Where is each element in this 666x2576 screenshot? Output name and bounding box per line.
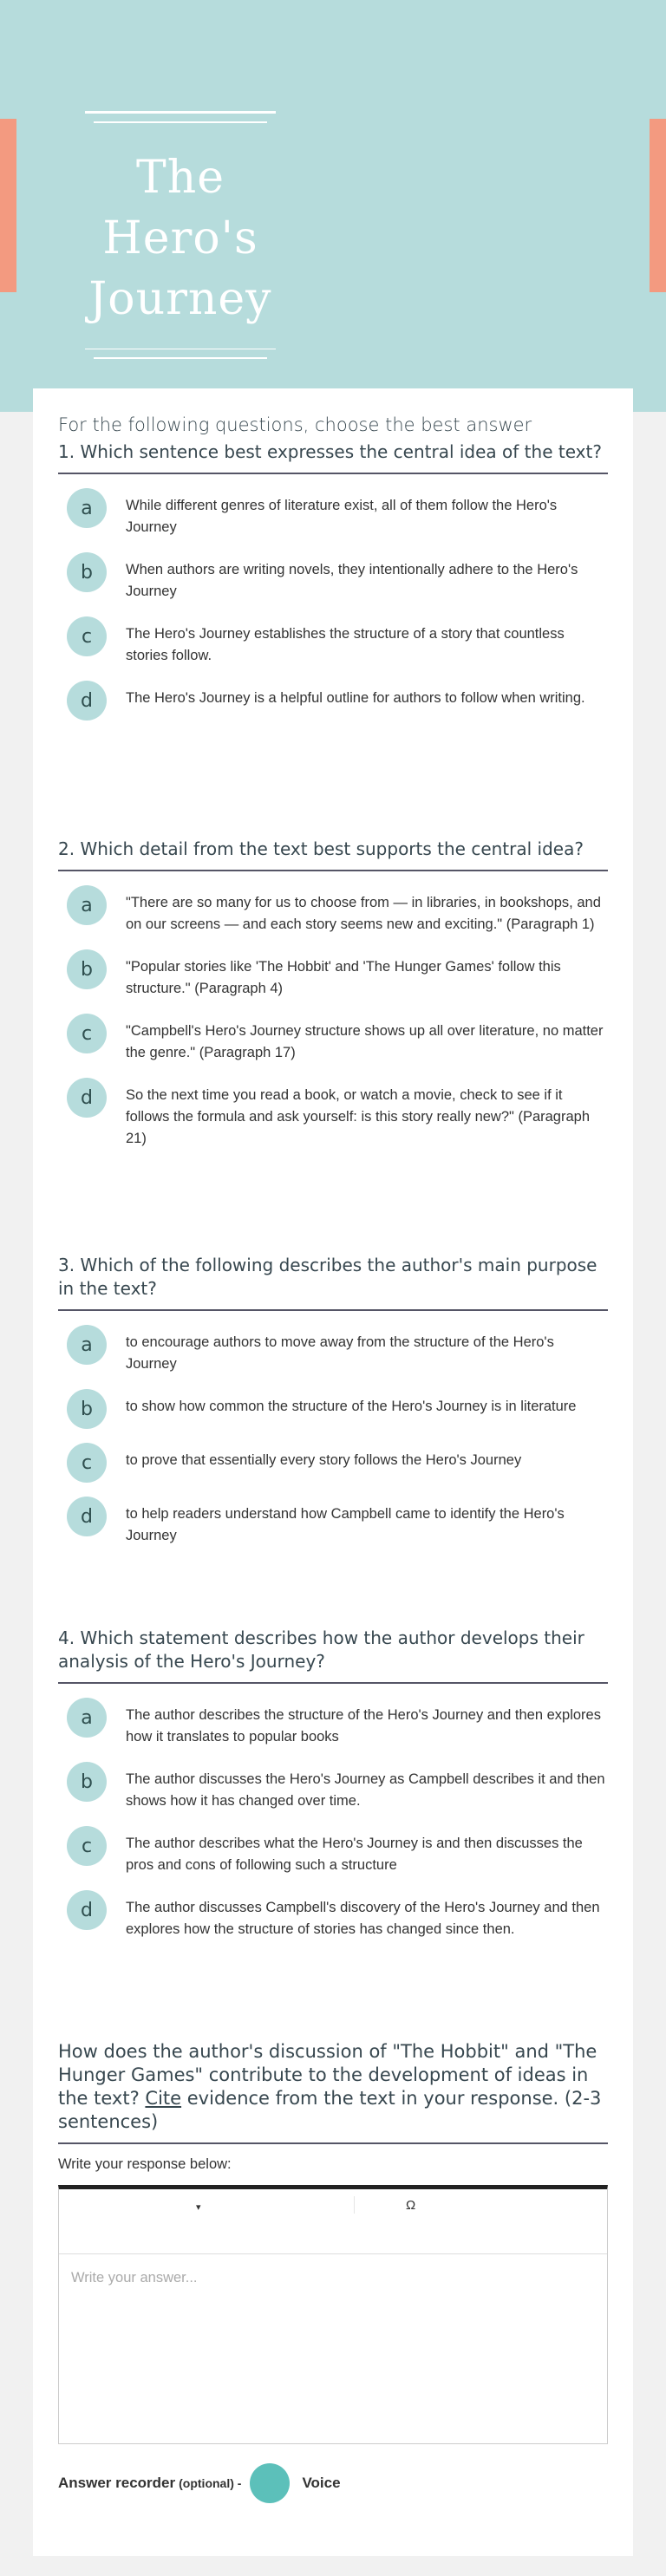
accent-bar-right [650,119,666,292]
choice-letter[interactable]: b [67,1762,107,1802]
choice-letter[interactable]: d [67,1497,107,1536]
choice-b[interactable] [58,1762,608,1812]
choice-text: The author discusses the Hero's Journey as Campbell describes it and then shows how it has changed over time. [126,1771,605,1809]
choice-text: to help readers understand how Campbell came to identify the Hero's Journey [126,1506,565,1543]
choice-d[interactable] [58,1078,608,1150]
choice-letter[interactable]: a [67,488,107,528]
choice-a[interactable] [58,1698,608,1748]
choice-a[interactable] [58,1325,608,1375]
choice-text: The author describes what the Hero's Journey is and then discusses the pros and cons of following such a structure [126,1836,583,1873]
divider [94,357,267,359]
divider [85,111,276,114]
question-text: How does the author's discussion of "The Hobbit" and "The Hunger Games" contribute to the development of ideas in the text? Cite evidence from the text in your response. (2-3 sentences) [58,2040,608,2144]
choice-letter[interactable]: d [67,1078,107,1118]
choice-text: The Hero's Journey establishes the structure of a story that countless stories follow. [126,626,565,663]
choice-letter[interactable]: a [67,1325,107,1365]
toolbar-divider [354,2196,355,2214]
choice-b[interactable] [58,949,608,1000]
question-2 [58,838,608,1150]
divider [94,121,267,123]
choice-letter[interactable]: b [67,552,107,592]
question-3 [58,1254,608,1547]
choice-letter[interactable]: c [67,1826,107,1866]
choice-letter[interactable]: c [67,1014,107,1053]
choice-text: "Campbell's Hero's Journey structure shows up all over literature, no matter the genre." (Paragraph 17) [126,1023,604,1060]
choice-d[interactable] [58,681,608,721]
choice-c[interactable] [58,616,608,667]
choice-c[interactable] [58,1014,608,1064]
cite-link[interactable]: Cite [145,2088,182,2109]
open-response-question [58,2040,608,2503]
choice-a[interactable] [58,488,608,538]
question-text: 4. Which statement describes how the author develops their analysis of the Hero's Journey? [58,1627,608,1684]
choice-c[interactable] [58,1443,608,1483]
record-button[interactable] [250,2463,290,2503]
special-character-icon[interactable]: Ω [406,2198,416,2213]
accent-bar-left [0,119,16,292]
instructions: For the following questions, choose the best answer [58,414,532,435]
recorder-optional: (optional) - [179,2476,242,2490]
format-dropdown-icon[interactable]: ▾ [196,2202,201,2213]
answer-textarea[interactable]: Write your answer... [71,2270,198,2286]
choice-text: "Popular stories like 'The Hobbit' and 'The Hunger Games' follow this structure." (Paragraph 4) [126,959,561,996]
choice-letter[interactable]: b [67,1389,107,1429]
answer-recorder [58,2463,608,2503]
choice-letter[interactable]: a [67,1698,107,1738]
choice-text: "There are so many for us to choose from — in libraries, in bookshops, and on our screens — and each story seems new and exciting." (Paragraph 1) [126,895,601,932]
question-text: 3. Which of the following describes the author's main purpose in the text? [58,1254,608,1311]
hero-banner [0,0,666,412]
hero-title-block [62,111,298,359]
question-1 [58,440,608,721]
choice-text: to show how common the structure of the Hero's Journey is in literature [126,1399,577,1414]
question-text: 1. Which sentence best expresses the central idea of the text? [58,440,608,474]
choice-letter[interactable]: d [67,681,107,721]
question-text: 2. Which detail from the text best supports the central idea? [58,838,608,871]
recorder-label: Answer recorder [58,2475,176,2491]
choice-text: So the next time you read a book, or watch a movie, check to see if it follows the formula and ask yourself: is this story really new?" (Paragraph 21) [126,1087,591,1146]
choice-text: The author describes the structure of the Hero's Journey and then explores how it translates to popular books [126,1707,601,1745]
response-label: Write your response below: [58,2156,232,2172]
voice-label: Voice [302,2475,341,2491]
page-title: The Hero's Journey [88,151,272,325]
question-4 [58,1627,608,1940]
choice-letter[interactable]: b [67,949,107,989]
choice-d[interactable] [58,1890,608,1940]
choice-letter[interactable]: c [67,616,107,656]
choice-letter[interactable]: d [67,1890,107,1930]
choice-a[interactable] [58,885,608,936]
choice-text: to encourage authors to move away from the structure of the Hero's Journey [126,1334,554,1372]
choice-d[interactable] [58,1497,608,1547]
choice-text: The Hero's Journey is a helpful outline for authors to follow when writing. [126,690,585,706]
worksheet-card [33,388,633,2556]
choice-c[interactable] [58,1826,608,1876]
choice-letter[interactable]: a [67,885,107,925]
choice-text: The author discusses Campbell's discovery of the Hero's Journey and then explores how the structure of stories has changed since then. [126,1900,600,1937]
editor-toolbar [59,2189,607,2254]
divider [85,349,276,350]
choice-b[interactable] [58,552,608,603]
choice-text: When authors are writing novels, they intentionally adhere to the Hero's Journey [126,562,578,599]
choice-text: to prove that essentially every story follows the Hero's Journey [126,1452,522,1468]
choice-text: While different genres of literature exist, all of them follow the Hero's Journey [126,498,558,535]
choice-letter[interactable]: c [67,1443,107,1483]
choice-b[interactable] [58,1389,608,1429]
rich-text-editor [58,2185,608,2444]
